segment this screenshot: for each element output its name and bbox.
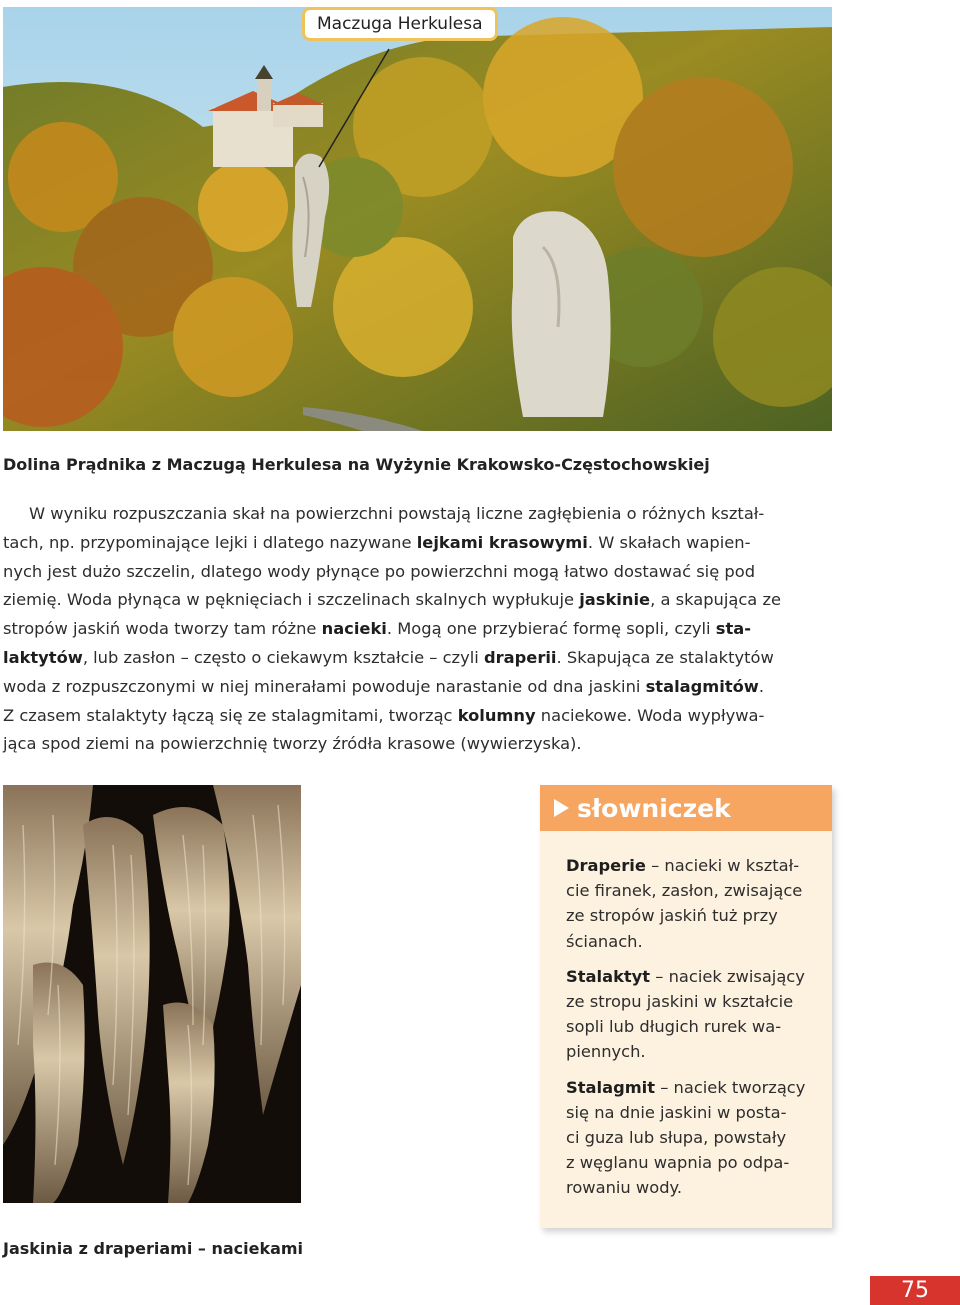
glossary-term: Stalagmit <box>566 1077 656 1097</box>
glossary-title: słowniczek <box>577 793 731 823</box>
glossary-entry-stalagmit <box>566 1075 808 1201</box>
photo-caption: Jaskinia z draperiami – naciekami <box>3 1239 304 1258</box>
paragraph-line <box>3 615 833 644</box>
term-lejki-krasowe: lejkami krasowymi <box>416 532 588 552</box>
glossary-text: cie firanek, zasłon, zwisające <box>566 881 803 901</box>
text: . W skałach wapien- <box>587 532 751 552</box>
glossary-text: piennych. <box>566 1042 646 1062</box>
paragraph-line <box>3 702 833 731</box>
glossary-term: Draperie <box>566 856 646 875</box>
paragraph-line: jąca spod ziemi na powierzchnię tworzy źródła krasowe (wywierzyska). <box>3 734 582 754</box>
text: , a skapująca ze <box>650 590 782 610</box>
glossary-text: ścianach. <box>566 931 643 951</box>
text: . Skapująca ze stalaktytów <box>556 647 774 667</box>
text: , lub zasłon – często o ciekawym kształcie – czyli <box>82 647 484 667</box>
page-number: 75 <box>870 1276 960 1305</box>
glossary-text: z węglanu wapnia po odpa- <box>566 1153 790 1173</box>
text: . <box>758 676 765 696</box>
term-stalaktyty-part: laktytów <box>3 647 83 667</box>
glossary-text: rowaniu wody. <box>566 1178 683 1198</box>
glossary-entry-stalaktyt <box>566 964 808 1065</box>
glossary-text: – naciek tworzący <box>655 1077 806 1097</box>
photo-caption: Dolina Prądnika z Maczugą Herkulesa na Wyżynie Krakowsko-Częstochowskiej <box>3 455 710 474</box>
text: Z czasem stalaktyty łączą się ze stalagmitami, tworząc <box>3 705 458 725</box>
paragraph-line: W wyniku rozpuszczania skał na powierzchni powstają liczne zagłębienia o różnych kształ- <box>29 504 765 523</box>
glossary-box <box>540 785 832 1228</box>
text: ziemię. Woda płynąca w pęknięciach i szczelinach skalnych wypłukuje <box>3 590 580 610</box>
glossary-entry-draperie <box>566 853 808 954</box>
landscape-photo <box>3 7 832 431</box>
glossary-header <box>540 785 832 831</box>
term-kolumny: kolumny <box>457 705 536 725</box>
callout-label: Maczuga Herkulesa <box>302 7 498 41</box>
text: woda z rozpuszczonymi w niej minerałami powoduje narastanie od dna jaskini <box>3 676 646 696</box>
glossary-text: sopli lub długich rurek wa- <box>566 1017 782 1037</box>
paragraph-line <box>3 586 833 615</box>
glossary-text: się na dnie jaskini w posta- <box>566 1102 787 1122</box>
play-arrow-icon <box>554 799 569 817</box>
text: tach, np. przypominające lejki i dlatego nazywane <box>3 532 417 552</box>
term-stalagmity: stalagmitów <box>645 676 759 696</box>
paragraph-line <box>3 644 833 673</box>
paragraph-line: nych jest dużo szczelin, dlatego wody płynące po powierzchni mogą łatwo dostawać się pod <box>3 561 756 581</box>
paragraph-line <box>3 673 833 702</box>
term-nacieki: nacieki <box>321 619 387 639</box>
text: stropów jaskiń woda tworzy tam różne <box>3 619 322 639</box>
text: naciekowe. Woda wypływa- <box>535 705 765 725</box>
glossary-text: ze stropu jaskini w kształcie <box>566 992 794 1012</box>
term-jaskinie: jaskinie <box>579 590 651 610</box>
paragraph-line <box>3 529 833 558</box>
cave-photo <box>3 785 301 1203</box>
main-paragraph <box>3 500 833 759</box>
glossary-term: Stalaktyt <box>566 966 651 986</box>
term-stalaktyty-part: sta- <box>715 619 751 639</box>
glossary-text: – naciek zwisający <box>650 966 805 986</box>
term-draperie: draperii <box>483 647 557 667</box>
glossary-text: – nacieki w kształ- <box>645 856 800 875</box>
glossary-text: ci guza lub słupa, powstały <box>566 1128 787 1148</box>
text: . Mogą one przybierać formę sopli, czyli <box>386 619 716 639</box>
glossary-text: ze stropów jaskiń tuż przy <box>566 906 778 926</box>
